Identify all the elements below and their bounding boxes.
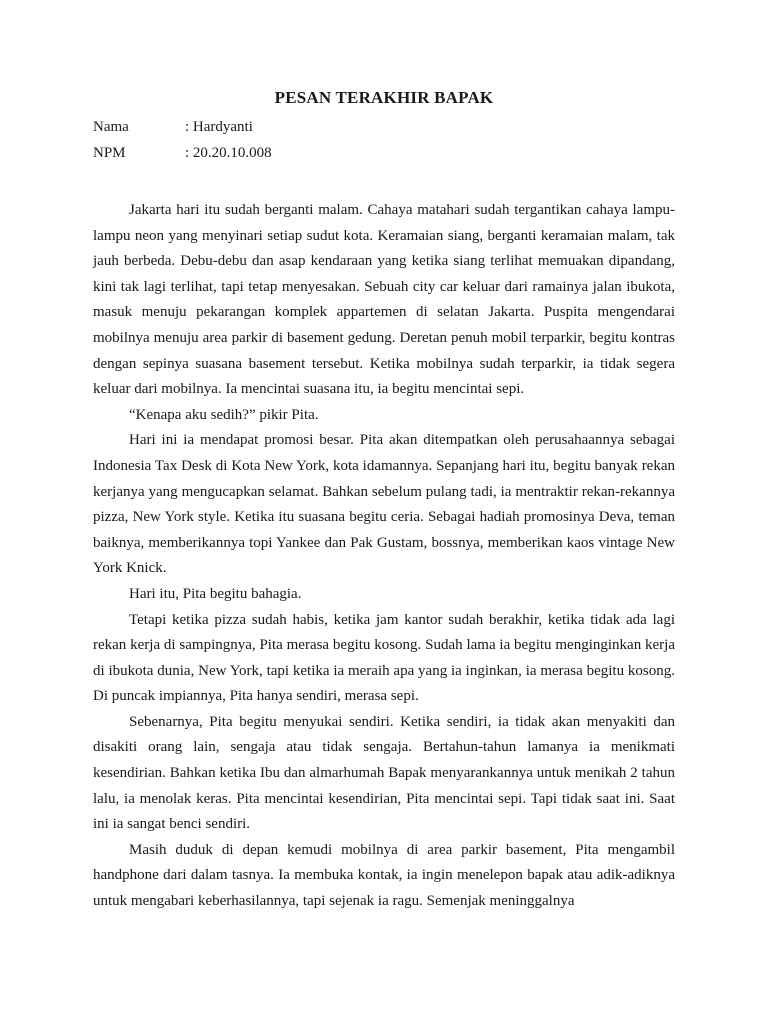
- meta-row-npm: [93, 145, 272, 162]
- paragraph: Hari itu, Pita begitu bahagia.: [129, 585, 302, 602]
- story-body: [93, 198, 675, 915]
- meta-label-nama: Nama: [93, 119, 129, 135]
- paragraph: Hari ini ia mendapat promosi besar. Pita akan ditempatkan oleh perusahaannya sebagai Indonesia Tax Desk di Kota New York, kota idamannya. Sepanjang hari itu, begitu banyak rekan kerjanya yang mengucapkan selamat. Bahkan sebelum pulang tadi, ia mentraktir rekan-rekannya pizza, New York style. Ketika itu suasana begitu ceria. Sebagai hadiah promosinya Deva, teman baiknya, memberikannya topi Yankee dan Pak Gustam, bossnya, memberikan kaos vintage New York Knick.: [93, 432, 675, 577]
- paragraph: Tetapi ketika pizza sudah habis, ketika jam kantor sudah berakhir, ketika tidak ada lagi rekan kerja di sampingnya, Pita merasa begitu kosong. Sudah lama ia begitu menginginkan kerja di ibukota dunia, New York, tapi ketika ia meraih apa yang ia inginkan, ia merasa begitu kosong. Di puncak impiannya, Pita hanya sendiri, merasa sepi.: [93, 611, 675, 705]
- document-title: PESAN TERAKHIR BAPAK: [274, 88, 494, 107]
- meta-value-nama: : Hardyanti: [185, 119, 253, 135]
- meta-value-npm: : 20.20.10.008: [185, 145, 272, 161]
- paragraph: Jakarta hari itu sudah berganti malam. Cahaya matahari sudah tergantikan cahaya lampu-lampu neon yang menyinari setiap sudut kota. Keramaian siang, berganti keramaian malam, tak jauh berbeda. Debu-debu dan asap kendaraan yang ketika siang terlihat memuakan dipandang, kini tak lagi terlihat, tapi tetap menyesakan. Sebuah city car keluar dari ramainya jalan ibukota, masuk menuju pekarangan komplek appartemen di selatan Jakarta. Puspita mengendarai mobilnya menuju area parkir di basement gedung. Deretan penuh mobil terparkir, begitu kontras dengan sepinya suasana basement tersebut. Ketika mobilnya sudah terparkir, ia tidak segera keluar dari mobilnya. Ia mencintai suasana itu, ia begitu mencintai sepi.: [93, 202, 675, 398]
- paragraph: Masih duduk di depan kemudi mobilnya di area parkir basement, Pita mengambil handphone dari dalam tasnya. Ia membuka kontak, ia ingin menelepon bapak atau adik-adiknya untuk mengabari keberhasilannya, tapi sejenak ia ragu. Semenjak meninggalnya: [93, 841, 675, 910]
- meta-row-nama: [93, 119, 253, 136]
- paragraph: Sebenarnya, Pita begitu menyukai sendiri. Ketika sendiri, ia tidak akan menyakiti dan disakiti orang lain, sengaja atau tidak sengaja. Bertahun-tahun lamanya ia menikmati kesendirian. Bahkan ketika Ibu dan almarhumah Bapak menyarankannya untuk menikah 2 tahun lalu, ia menolak keras. Pita mencintai kesendirian, Pita mencintai sepi. Tapi tidak saat ini. Saat ini ia sangat benci sendiri.: [93, 713, 675, 833]
- meta-label-npm: NPM: [93, 145, 126, 161]
- paragraph: “Kenapa aku sedih?” pikir Pita.: [129, 406, 319, 423]
